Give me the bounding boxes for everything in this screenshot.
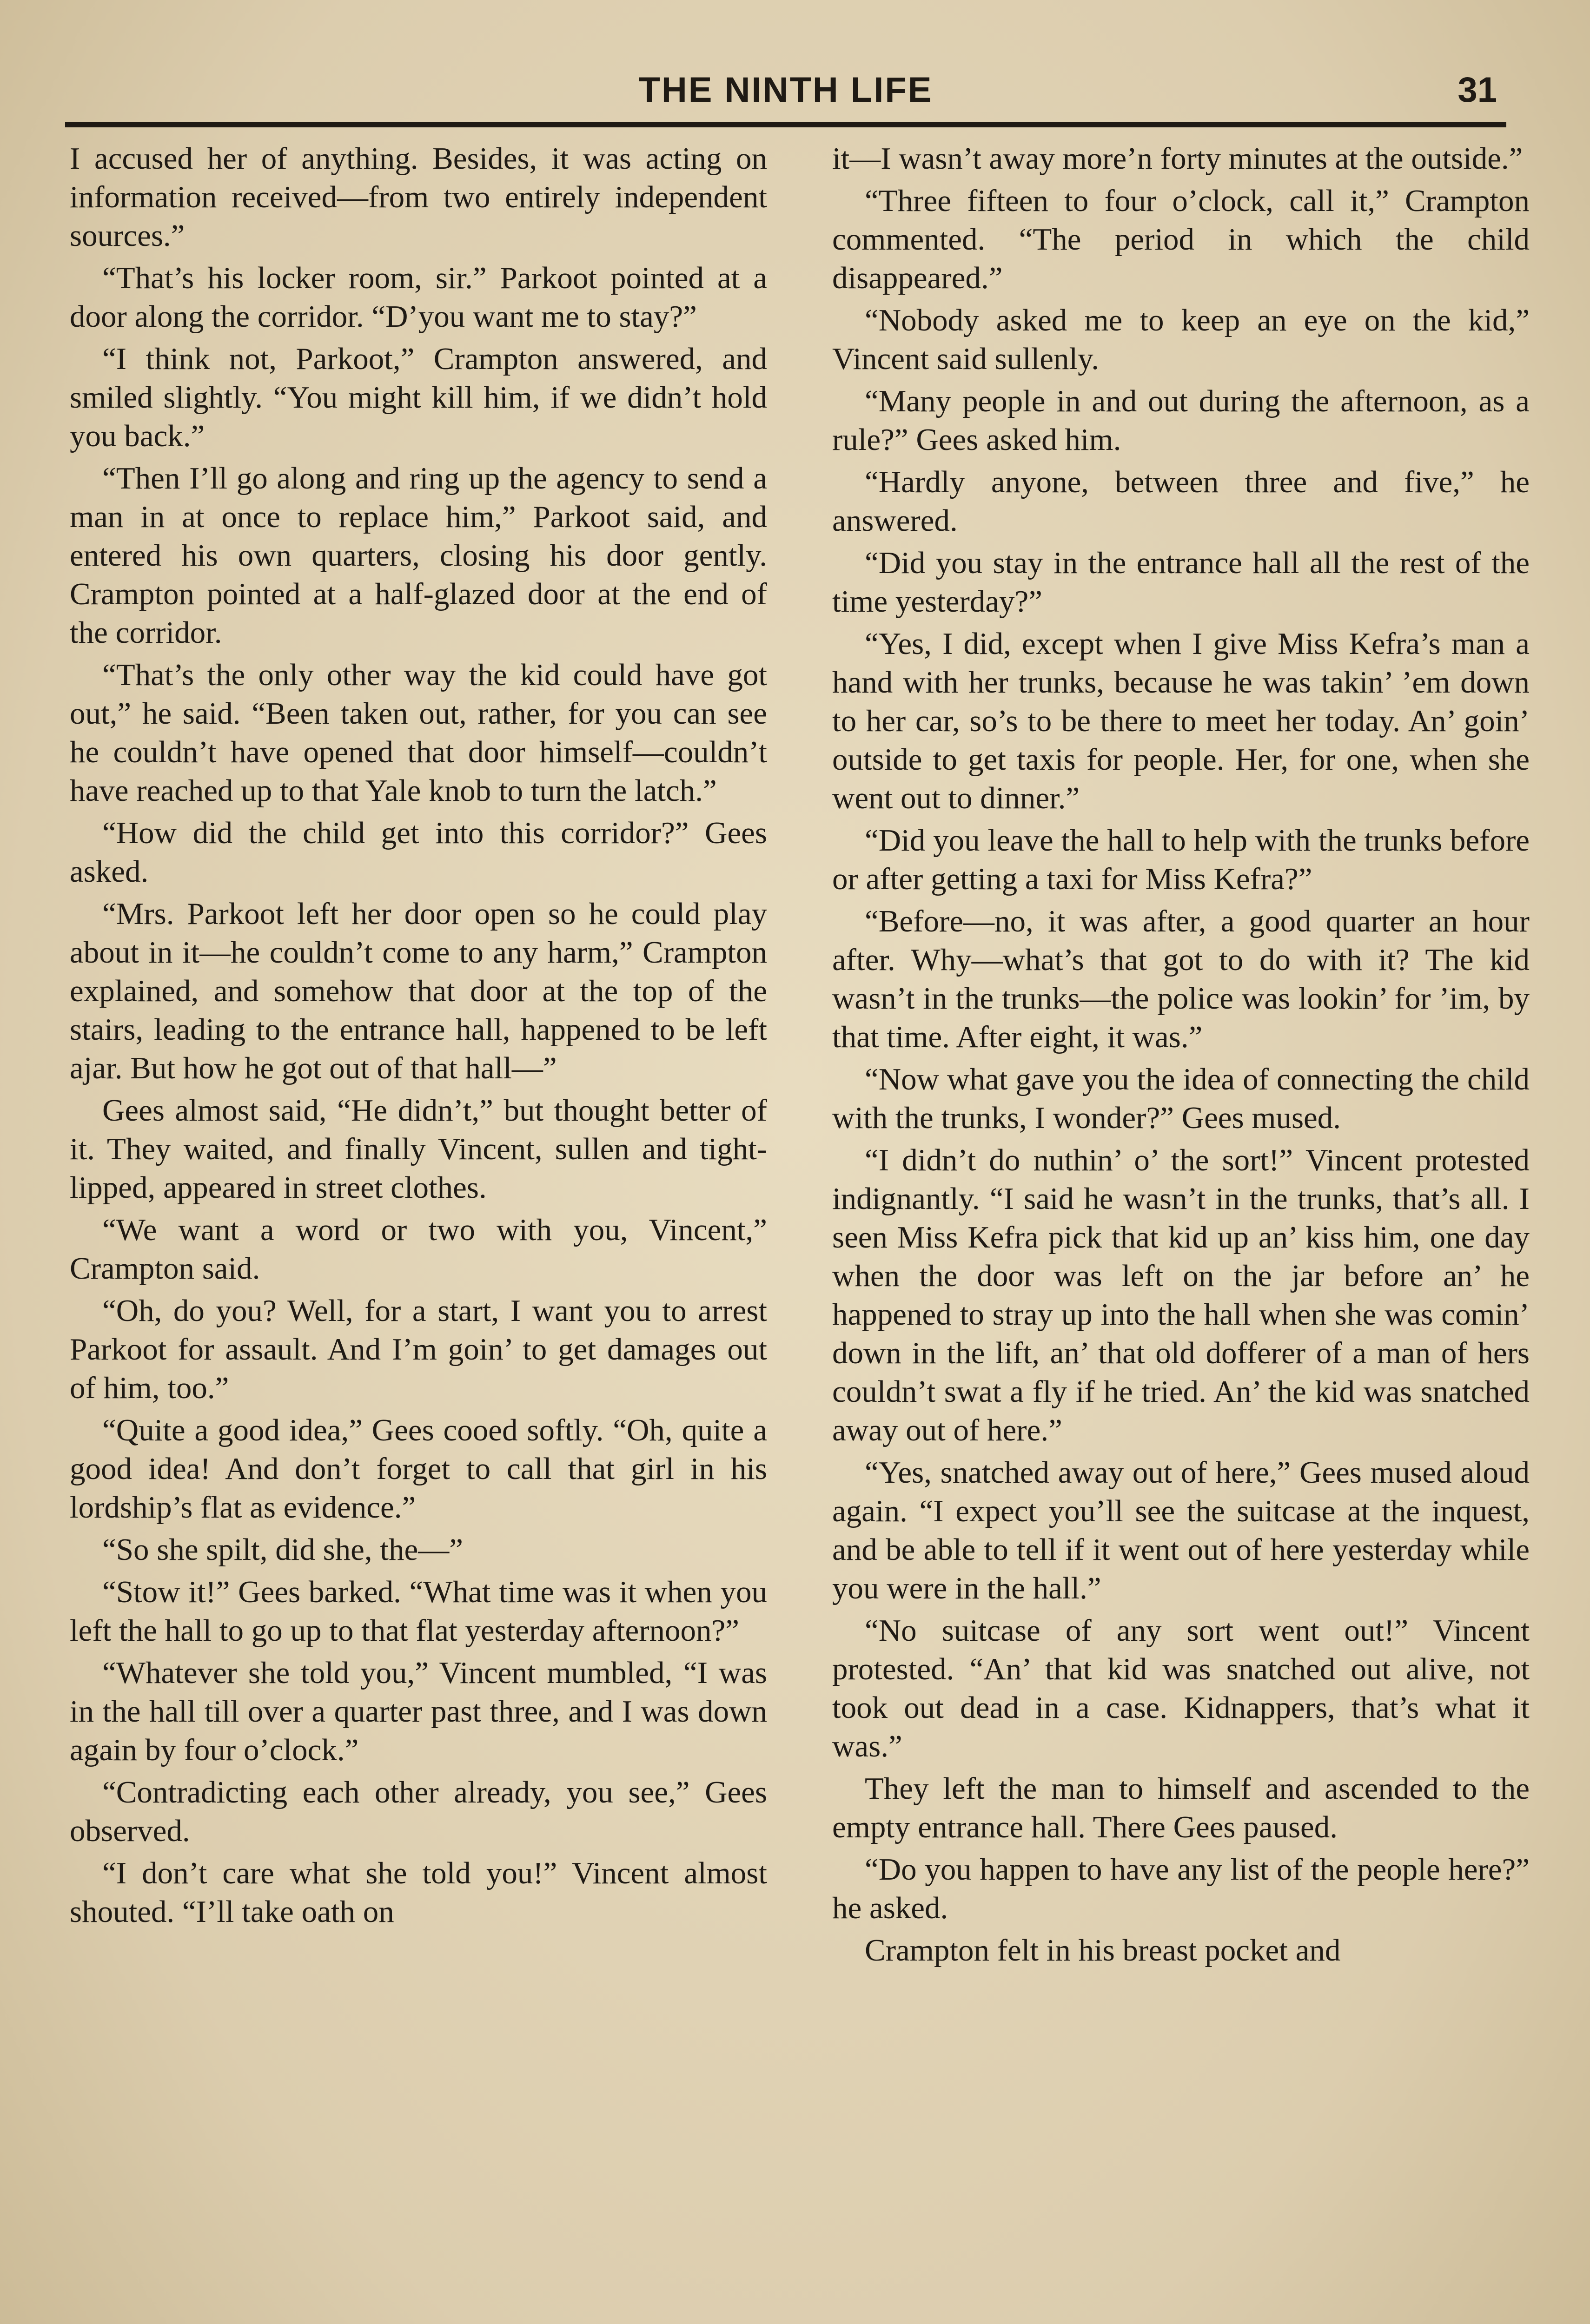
paragraph: “Many people in and out during the afternoon, as a rule?” Gees asked him.	[832, 384, 1530, 457]
paragraph: “I think not, Parkoot,” Crampton answered, and smiled slightly. “You might kill him, if we didn’t hold you back.”	[70, 342, 767, 453]
paragraph: “Oh, do you? Well, for a start, I want you to arrest Parkoot for assault. And I’m goin’ to get damages out of him, too.”	[70, 1294, 767, 1405]
paragraph: “That’s the only other way the kid could have got out,” he said. “Been taken out, rather, for you can see he couldn’t have opened that door himself—couldn’t have reached up to that Yale knob to turn the latch.”	[70, 658, 767, 808]
paragraph: “Did you leave the hall to help with the trunks before or after getting a taxi for Miss Kefra?”	[832, 823, 1530, 896]
paragraph: “Quite a good idea,” Gees cooed softly. “Oh, quite a good idea! And don’t forget to call that girl in his lordship’s flat as evidence.”	[70, 1413, 767, 1525]
paragraph: it—I wasn’t away more’n forty minutes at the outside.”	[832, 141, 1523, 176]
paragraph: Crampton felt in his breast pocket and	[865, 1933, 1341, 1967]
paragraph: I accused her of anything. Besides, it was acting on information received—from two entirely independent sources.”	[70, 141, 767, 253]
paragraph: Gees almost said, “He didn’t,” but thought better of it. They waited, and finally Vincent, sullen and tight-lipped, appeared in street clothes.	[70, 1093, 767, 1205]
running-head: THE NINTH LIFE	[638, 70, 933, 110]
paragraph: “Stow it!” Gees barked. “What time was it when you left the hall to go up to that flat yesterday afternoon?”	[70, 1575, 767, 1648]
paragraph: “No suitcase of any sort went out!” Vincent protested. “An’ that kid was snatched out alive, not took out dead in a case. Kidnappers, that’s what it was.”	[832, 1613, 1530, 1763]
page-number: 31	[1458, 70, 1497, 110]
header-rule	[65, 122, 1506, 127]
paragraph: “That’s his locker room, sir.” Parkoot pointed at a door along the corridor. “D’you want me to stay?”	[70, 261, 767, 334]
paragraph: “We want a word or two with you, Vincent,” Crampton said.	[70, 1213, 767, 1286]
paragraph: “I don’t care what she told you!” Vincent almost shouted. “I’ll take oath on	[70, 1856, 767, 1929]
paragraph: “Now what gave you the idea of connecting the child with the trunks, I wonder?” Gees mused.	[832, 1062, 1530, 1135]
text-columns	[70, 139, 1530, 2324]
page-header	[65, 70, 1506, 121]
paragraph: “Yes, snatched away out of here,” Gees mused aloud again. “I expect you’ll see the suitcase at the inquest, and be able to tell if it went out of here yesterday while you were in the hall.”	[832, 1455, 1530, 1605]
paragraph: “Whatever she told you,” Vincent mumbled, “I was in the hall till over a quarter past three, and I was down again by four o’clock.”	[70, 1656, 767, 1767]
paragraph: “Three fifteen to four o’clock, call it,” Crampton commented. “The period in which the child disappeared.”	[832, 184, 1530, 295]
paragraph: “I didn’t do nuthin’ o’ the sort!” Vincent protested indignantly. “I said he wasn’t in the trunks, that’s all. I seen Miss Kefra pick that kid up an’ kiss him, one day when the door was left on the jar before an’ he happened to stray up into the hall when she was comin’ down in the lift, an’ that old dofferer of a man of hers couldn’t swat a fly if he tried. An’ the kid was snatched away out of here.”	[832, 1143, 1530, 1447]
paragraph: “Mrs. Parkoot left her door open so he could play about in it—he couldn’t come to any harm,” Crampton explained, and somehow that door at the top of the stairs, leading to the entrance hall, happened to be left ajar. But how he got out of that hall—”	[70, 897, 767, 1085]
paragraph: “Do you happen to have any list of the people here?” he asked.	[832, 1852, 1530, 1925]
paragraph: “Hardly anyone, between three and five,” he answered.	[832, 465, 1530, 538]
paragraph: “How did the child get into this corridor?” Gees asked.	[70, 816, 767, 889]
paragraph: “Then I’ll go along and ring up the agency to send a man in at once to replace him,” Parkoot said, and entered his own quarters, closing his door gently. Crampton pointed at a half-glazed door at the end of the corridor.	[70, 461, 767, 650]
paragraph: “Contradicting each other already, you see,” Gees observed.	[70, 1775, 767, 1848]
paragraph: “Nobody asked me to keep an eye on the kid,” Vincent said sullenly.	[832, 303, 1530, 376]
paragraph: “So she spilt, did she, the—”	[102, 1532, 463, 1567]
paragraph: “Yes, I did, except when I give Miss Kefra’s man a hand with her trunks, because he was takin’ ’em down to her car, so’s to be there to meet her today. An’ goin’ outside to get taxis for people. Her, for one, when she went out to dinner.”	[832, 627, 1530, 815]
paragraph: They left the man to himself and ascended to the empty entrance hall. There Gees paused.	[832, 1771, 1530, 1844]
left-column	[70, 139, 767, 2324]
paragraph: “Did you stay in the entrance hall all the rest of the time yesterday?”	[832, 546, 1530, 619]
right-column	[832, 139, 1530, 2324]
paragraph: “Before—no, it was after, a good quarter an hour after. Why—what’s that got to do with it? The kid wasn’t in the trunks—the police was lookin’ for ’im, by that time. After eight, it was.”	[832, 904, 1530, 1054]
